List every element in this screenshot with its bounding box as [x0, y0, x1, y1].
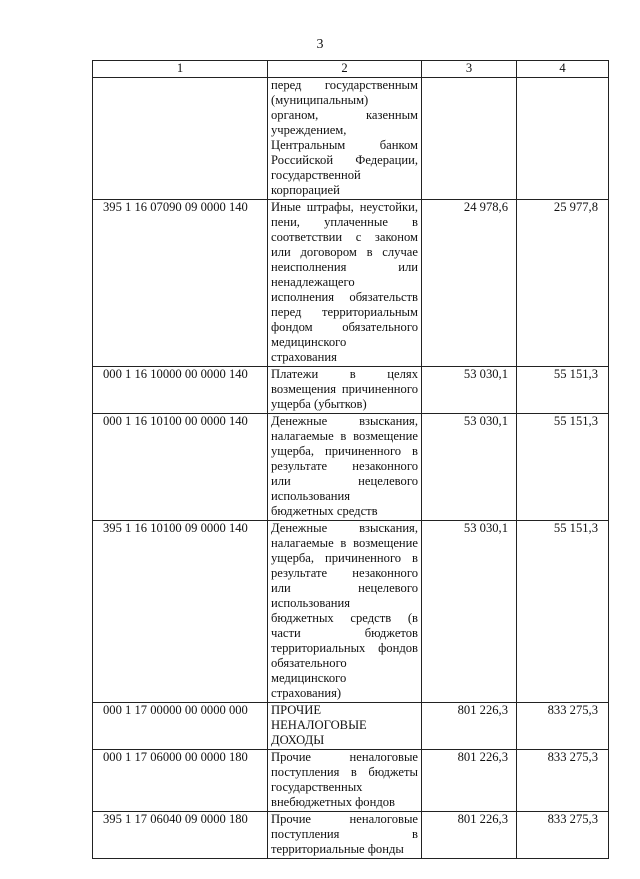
revenue-name-line: бюджетных средств — [271, 504, 378, 518]
table-header-row — [93, 61, 609, 78]
table-row — [93, 78, 609, 200]
revenue-name-line: исполнения обязательств — [271, 290, 418, 304]
revenue-name-cell — [268, 200, 422, 367]
revenue-name-line: территориальные фонды — [271, 842, 404, 856]
revenue-name-line: поступления в — [271, 827, 418, 841]
amount-col4-cell: 55 151,3 — [517, 521, 609, 703]
revenue-name-line: ненадлежащего — [271, 275, 355, 289]
revenue-name-line: медицинского — [271, 671, 347, 685]
revenue-name-line: учреждением, — [271, 123, 347, 137]
amount-col3-cell: 801 226,3 — [422, 812, 517, 859]
amount-col3-cell: 801 226,3 — [422, 703, 517, 750]
revenue-name-line: страхования — [271, 350, 337, 364]
column-header-2: 2 — [268, 61, 422, 78]
revenue-name-line: территориальных фондов — [271, 641, 418, 655]
revenue-name-line: Прочие неналоговые — [271, 812, 418, 826]
revenue-name-line: ДОХОДЫ — [271, 733, 325, 747]
revenue-name-line: Платежи в целях — [271, 367, 418, 381]
revenue-name-line: налагаемые в возмещение — [271, 536, 418, 550]
revenue-name-line: Иные штрафы, неустойки, — [271, 200, 418, 214]
revenue-name-cell — [268, 78, 422, 200]
revenue-name-line: НЕНАЛОГОВЫЕ — [271, 718, 367, 732]
budget-code-cell: 000 1 16 10000 00 0000 140 — [93, 367, 268, 414]
amount-col4-cell: 833 275,3 — [517, 703, 609, 750]
revenue-name-line: использования — [271, 489, 351, 503]
revenue-name-line: органом, казенным — [271, 108, 418, 122]
revenue-name-line: ущерба (убытков) — [271, 397, 367, 411]
revenue-name-line: результате незаконного — [271, 459, 418, 473]
revenue-name-line: Денежные взыскания, — [271, 414, 418, 428]
revenue-name-line: (муниципальным) — [271, 93, 369, 107]
revenue-name-line: налагаемые в возмещение — [271, 429, 418, 443]
table-row — [93, 414, 609, 521]
revenue-name-line: страхования) — [271, 686, 342, 700]
amount-col4-cell: 55 151,3 — [517, 367, 609, 414]
budget-code-cell: 000 1 16 10100 00 0000 140 — [93, 414, 268, 521]
page-number: 3 — [316, 37, 324, 52]
revenue-table — [92, 60, 609, 859]
budget-code-cell: 395 1 16 10100 09 0000 140 — [93, 521, 268, 703]
amount-col4-cell: 833 275,3 — [517, 750, 609, 812]
revenue-name-line: обязательного — [271, 656, 347, 670]
table-row — [93, 812, 609, 859]
table-row — [93, 703, 609, 750]
revenue-name-cell — [268, 703, 422, 750]
revenue-name-line: государственных — [271, 780, 363, 794]
revenue-name-line: поступления в бюджеты — [271, 765, 418, 779]
revenue-name-line: результате незаконного — [271, 566, 418, 580]
budget-code-cell: 000 1 17 00000 00 0000 000 — [93, 703, 268, 750]
table-row — [93, 200, 609, 367]
amount-col3-cell: 801 226,3 — [422, 750, 517, 812]
revenue-name-line: перед государственным — [271, 78, 418, 92]
revenue-name-line: или нецелевого — [271, 474, 418, 488]
revenue-name-line: бюджетных средств (в — [271, 611, 418, 625]
revenue-name-line: возмещения причиненного — [271, 382, 418, 396]
revenue-name-line: соответствии с законом — [271, 230, 418, 244]
revenue-name-line: Прочие неналоговые — [271, 750, 418, 764]
budget-code-cell: 395 1 16 07090 09 0000 140 — [93, 200, 268, 367]
budget-code-cell: 395 1 17 06040 09 0000 180 — [93, 812, 268, 859]
budget-code-cell — [93, 78, 268, 200]
table-row — [93, 750, 609, 812]
amount-col3-cell: 53 030,1 — [422, 521, 517, 703]
table-body — [93, 61, 609, 859]
column-header-3: 3 — [422, 61, 517, 78]
amount-col4-cell — [517, 78, 609, 200]
amount-col3-cell — [422, 78, 517, 200]
revenue-name-line: ПРОЧИЕ — [271, 703, 322, 717]
revenue-name-line: корпорацией — [271, 183, 340, 197]
revenue-name-line: Денежные взыскания, — [271, 521, 418, 535]
revenue-name-cell — [268, 750, 422, 812]
revenue-name-line: использования — [271, 596, 351, 610]
amount-col3-cell: 53 030,1 — [422, 414, 517, 521]
budget-code-cell: 000 1 17 06000 00 0000 180 — [93, 750, 268, 812]
table-row — [93, 367, 609, 414]
revenue-name-line: медицинского — [271, 335, 347, 349]
table-row — [93, 521, 609, 703]
revenue-name-line: фондом обязательного — [271, 320, 418, 334]
revenue-name-line: пени, уплаченные в — [271, 215, 418, 229]
revenue-name-cell — [268, 414, 422, 521]
revenue-name-line: Российской Федерации, — [271, 153, 418, 167]
amount-col4-cell: 833 275,3 — [517, 812, 609, 859]
revenue-name-line: или договором в случае — [271, 245, 418, 259]
column-header-4: 4 — [517, 61, 609, 78]
revenue-name-line: Центральным банком — [271, 138, 418, 152]
amount-col4-cell: 25 977,8 — [517, 200, 609, 367]
revenue-name-cell — [268, 367, 422, 414]
revenue-name-line: неисполнения или — [271, 260, 418, 274]
revenue-name-line: или нецелевого — [271, 581, 418, 595]
revenue-name-line: ущерба, причиненного в — [271, 551, 418, 565]
amount-col3-cell: 24 978,6 — [422, 200, 517, 367]
revenue-name-line: перед территориальным — [271, 305, 418, 319]
revenue-name-line: государственной — [271, 168, 361, 182]
amount-col4-cell: 55 151,3 — [517, 414, 609, 521]
revenue-name-cell — [268, 812, 422, 859]
amount-col3-cell: 53 030,1 — [422, 367, 517, 414]
revenue-name-line: внебюджетных фондов — [271, 795, 395, 809]
revenue-name-line: части бюджетов — [271, 626, 418, 640]
revenue-name-line: ущерба, причиненного в — [271, 444, 418, 458]
column-header-1: 1 — [93, 61, 268, 78]
revenue-name-cell — [268, 521, 422, 703]
